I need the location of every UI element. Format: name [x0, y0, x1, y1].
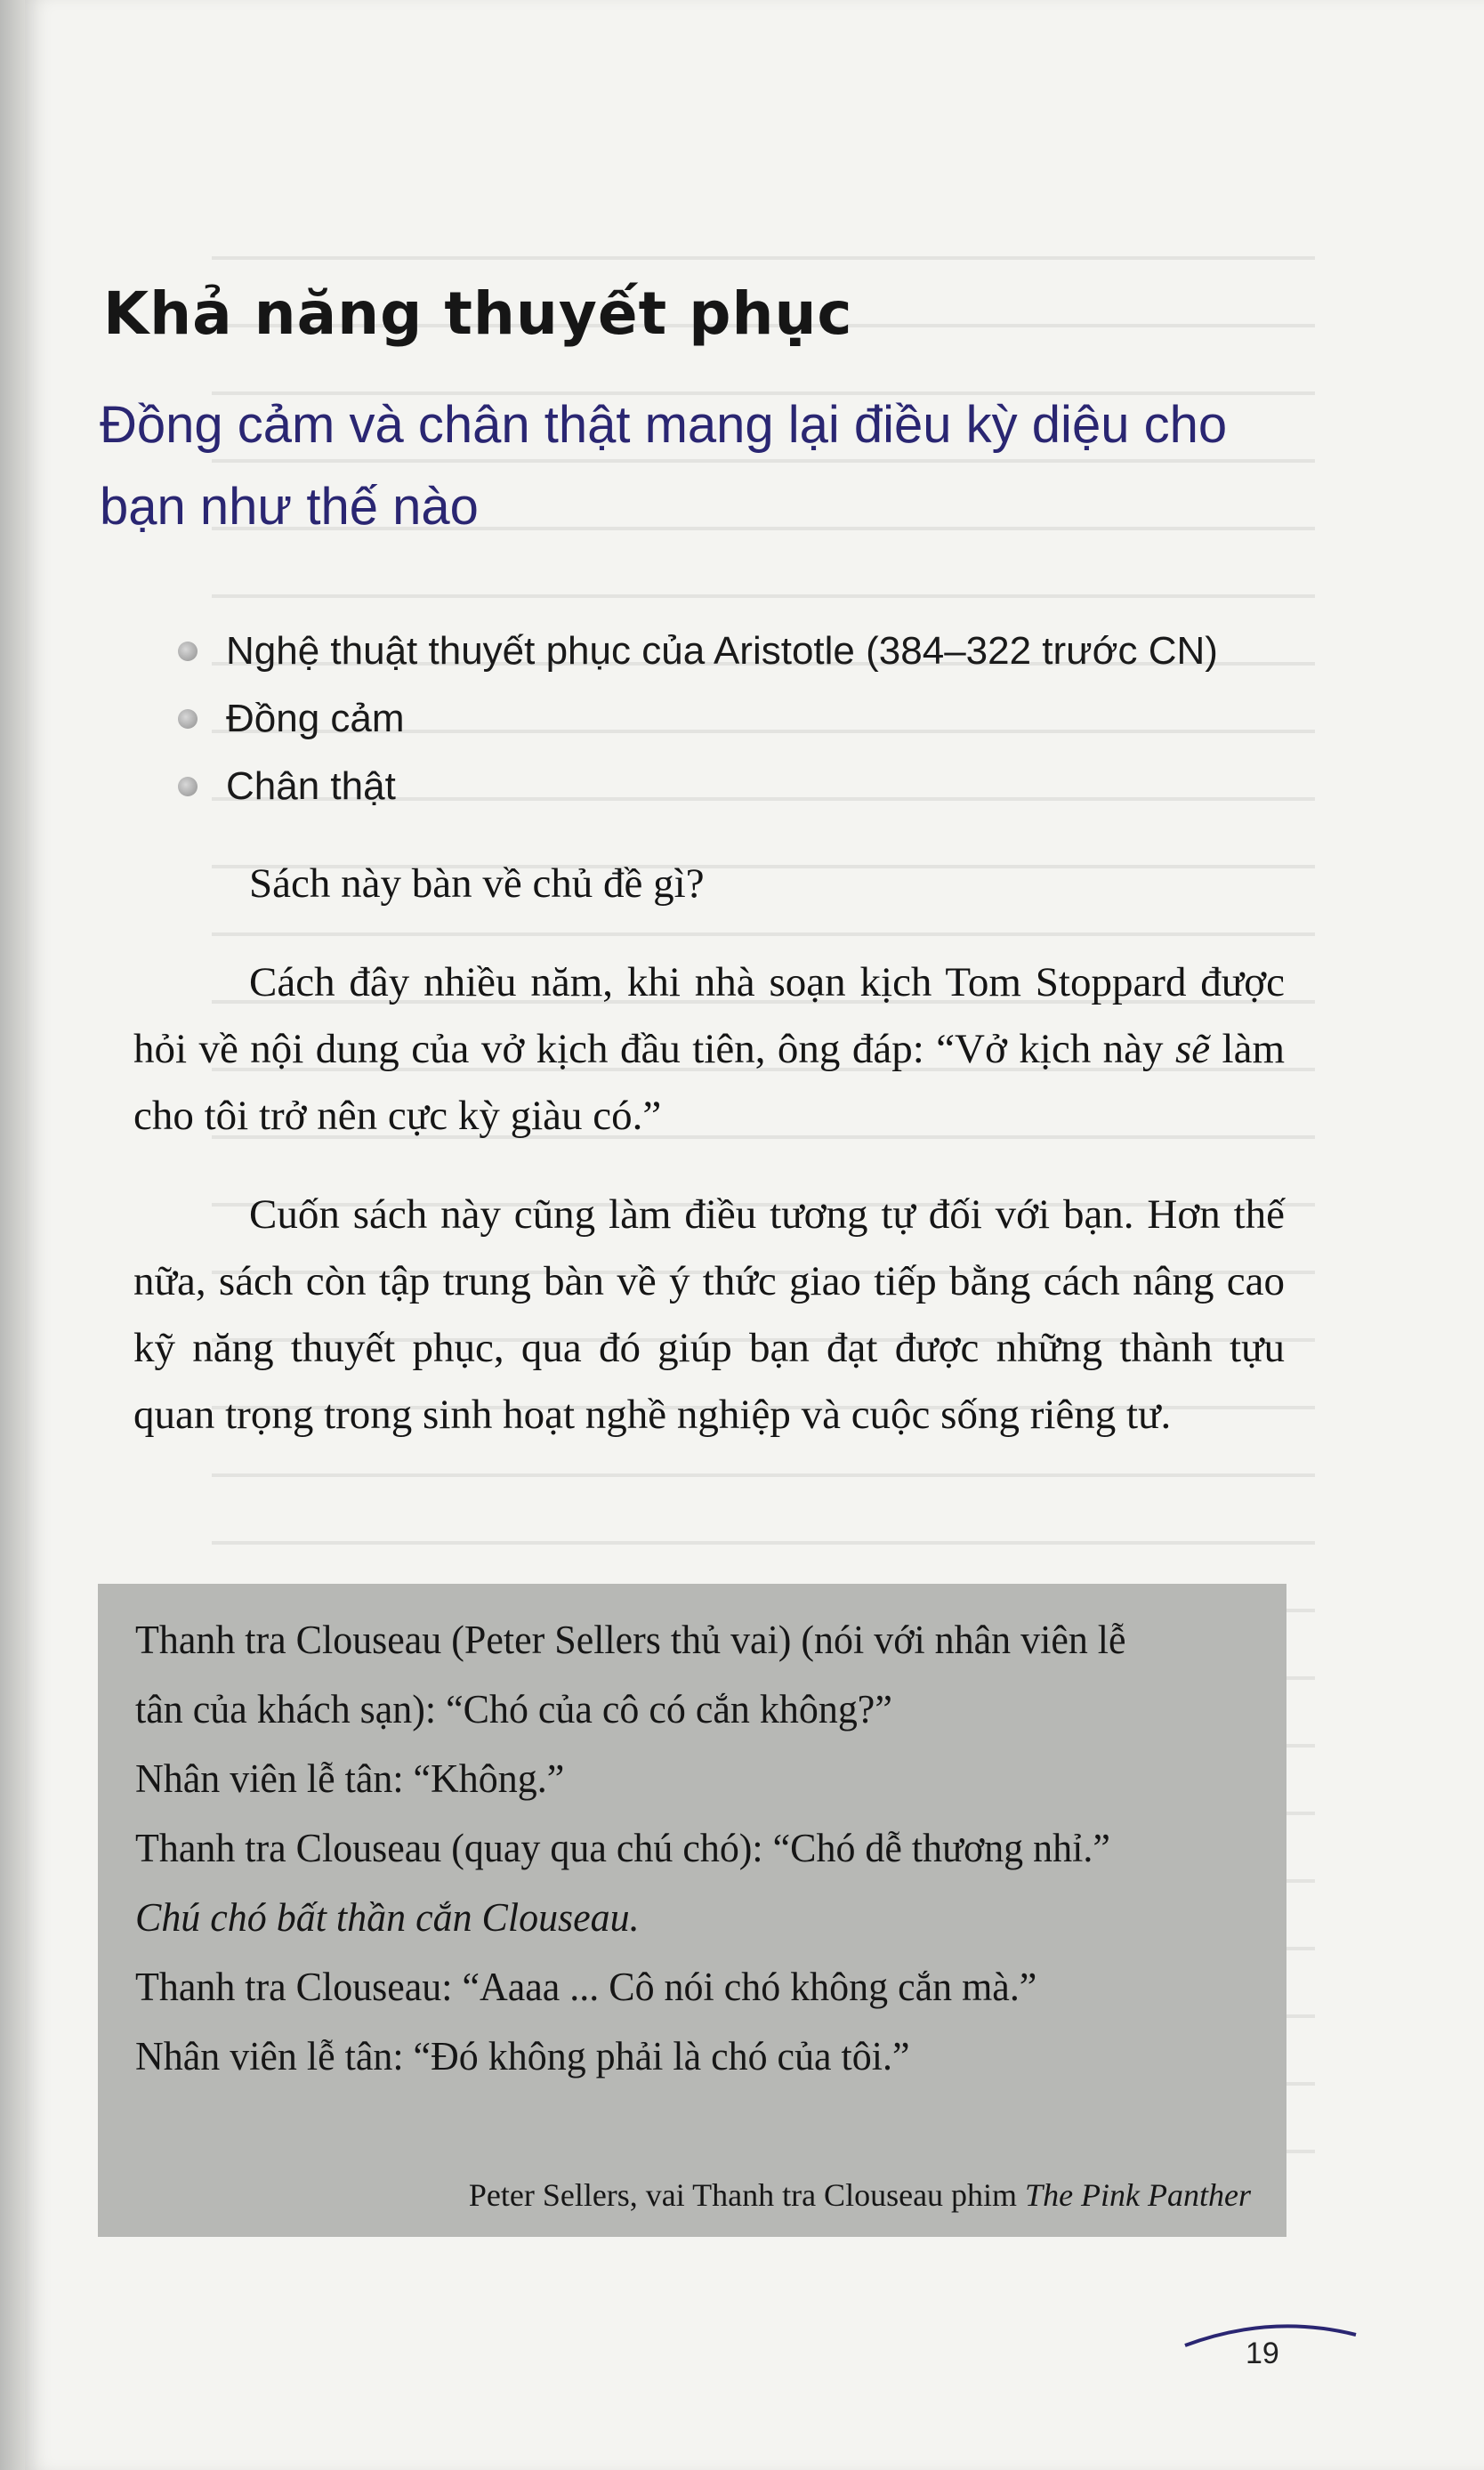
bullet-item	[178, 618, 1218, 685]
chapter-title: Khả năng thuyết phục	[103, 279, 853, 348]
body-text	[133, 851, 1285, 1449]
quote-attribution	[469, 2176, 1251, 2214]
emphasis-text: sẽ	[1174, 1026, 1211, 1072]
bullet-text: Chân thật	[226, 764, 396, 808]
paragraph-question: Sách này bàn về chủ đề gì?	[249, 860, 705, 907]
bullet-dot-icon	[178, 777, 198, 796]
quote-line: Nhân viên lễ tân: “Không.”	[135, 1756, 565, 1801]
quote-box	[98, 1584, 1286, 2237]
film-title: The Pink Panther	[1025, 2177, 1251, 2213]
quote-line: Nhân viên lễ tân: “Đó không phải là chó của tôi.”	[135, 2034, 910, 2079]
book-spine-shadow	[0, 0, 25, 2470]
chapter-subtitle: Đồng cảm và chân thật mang lại điều kỳ diệu cho bạn như thế nào	[100, 396, 1228, 536]
quote-line-italic: Chú chó bất thần cắn Clouseau.	[135, 1895, 640, 1940]
bullet-item	[178, 685, 1218, 753]
bullet-dot-icon	[178, 709, 198, 729]
bullet-item	[178, 753, 1218, 820]
page-number: 19	[1246, 2337, 1279, 2370]
quote-line: Thanh tra Clouseau (Peter Sellers thủ vai) (nói với nhân viên lễ	[135, 1618, 1126, 1662]
paragraph-text: Cách đây nhiều năm, khi nhà soạn kịch Tom Stoppard được hỏi về nội dung của vở kịch đầu tiên, ông đáp: “Vở kịch này	[133, 959, 1285, 1072]
paragraph-book-purpose: Cuốn sách này cũng làm điều tương tự đối với bạn. Hơn thế nữa, sách còn tập trung bàn về ý thức giao tiếp bằng cách nâng cao kỹ năng thuyết phục, qua đó giúp bạn đạt được những thành tựu quan trọng trong sinh hoạt nghề nghiệp và cuộc sống riêng tư.	[133, 1191, 1285, 1438]
bullet-text: Đồng cảm	[226, 697, 405, 740]
attribution-text: Peter Sellers, vai Thanh tra Clouseau phim	[468, 2177, 1026, 2213]
bullet-text: Nghệ thuật thuyết phục của Aristotle (384–322 trước CN)	[226, 629, 1218, 673]
paragraph-text: làm cho tôi trở nên cực kỳ giàu có.”	[133, 1026, 1286, 1139]
quote-line: Thanh tra Clouseau: “Aaaa ... Cô nói chó không cắn mà.”	[135, 1965, 1037, 2009]
quote-line: Thanh tra Clouseau (quay qua chú chó): “Chó dễ thương nhỉ.”	[135, 1826, 1110, 1870]
paragraph-stoppard	[133, 949, 1285, 1150]
bullet-dot-icon	[178, 642, 198, 661]
topic-bullet-list	[178, 618, 1218, 820]
quote-line: tân của khách sạn): “Chó của cô có cắn không?”	[135, 1687, 892, 1731]
